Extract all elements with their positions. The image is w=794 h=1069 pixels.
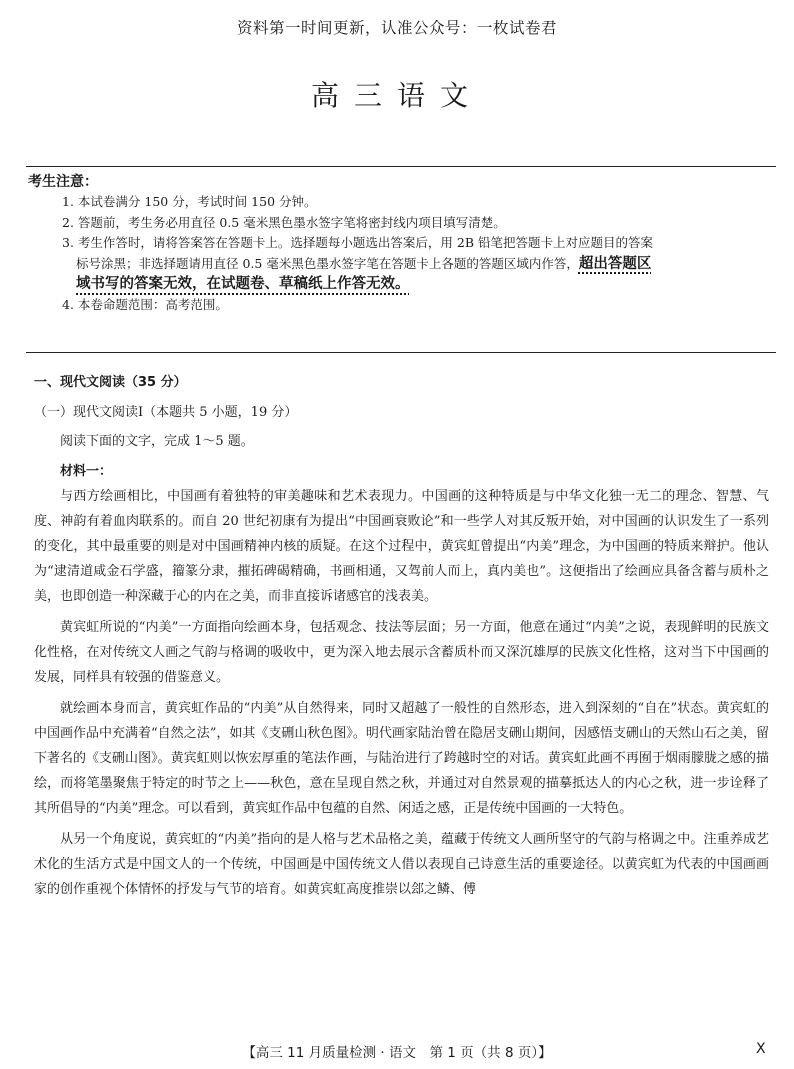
sub-section-heading: （一）现代文阅读Ⅰ（本题共 5 小题，19 分） [34,405,298,420]
section-heading [34,371,187,390]
emphasis-text: 超出答题区 [578,255,652,272]
passage-paragraph: 与西方绘画相比，中国画有着独特的审美趣味和艺术表现力。中国画的这种特质是与中华文化独一无二的理念、智慧、气度、神韵有着血肉联系的。而自 20 世纪初康有为提出“中国画衰败论”和一些学人对其反叛开始，对中国画的认识发生了一系列的变化，其中最重要的则是对中国画精神内核的质疑。在这个过程中，黄宾虹曾提出“内美”理念，为中国画的特质来辩护。他认为“逮清道咸金石学盛，籀篆分隶，摧拓碑碣精确，书画相通，又驾前人而上，真内美也”。这便指出了绘画应具备含蓄与质朴之美，也即创造一种深藏于心的内在之美，而非直接诉诸感官的浅表美。 [34,489,769,604]
notice-heading: 考生注意： [28,174,98,190]
notice-item: 1. 本试卷满分 150 分，考试时间 150 分钟。 [62,194,317,209]
notice-item: 2. 答题前，考生务必用直径 0.5 毫米黑色墨水签字笔将密封线内项目填写清楚。 [62,214,506,230]
footer-mark: X [756,1041,766,1057]
page-footer: 【高三 11 月质量检测 · 语文 第 1 页（共 8 页）】 [242,1045,552,1061]
notice-item-text: 3. 考生作答时，请将答案答在答题卡上。选择题每小题选出答案后，用 2B 铅笔把答题卡上对应题目的答案 [62,235,653,250]
notice-item: 4. 本卷命题范围：高考范围。 [62,296,228,312]
section-heading-text: 一、现代文阅读（35 分） [34,375,187,390]
passage-paragraph: 黄宾虹所说的“内美”一方面指向绘画本身，包括观念、技法等层面；另一方面，他意在通过“内美”之说，表现鲜明的民族文化性格，在对传统文人画之气韵与格调的吸收中，更为深入地去展示含蓄质朴而又深沉雄厚的民族文化性格，这对当下中国画的发展，同样具有较强的借鉴意义。 [34,620,769,685]
notice-list [62,192,774,315]
reading-instruction: 阅读下面的文字，完成 1～5 题。 [60,434,254,449]
page-title: 高三语文 [310,79,483,112]
notice-item-continuation [62,274,774,295]
passage-paragraph: 就绘画本身而言，黄宾虹作品的“内美”从自然得来，同时又超越了一般性的自然形态，进入到深刻的“自在”状态。黄宾虹的中国画作品中充满着“自然之法”，如其《支硎山秋色图》。明代画家陆治曾在隐居支硎山期间，因感悟支硎山的天然山石之美，留下著名的《支硎山图》。黄宾虹则以恢宏厚重的笔法作画，与陆治进行了跨越时空的对话。黄宾虹此画不再囿于烟雨朦胧之感的描绘，而将笔墨聚焦于特定的时节之上——秋色，意在呈现自然之秋，并通过对自然景观的描摹抵达人的内心之秋，进一步诠释了其所倡导的“内美”理念。可以看到，黄宾虹作品中包蕴的自然、闲适之感，正是传统中国画的一大特色。 [34,701,769,816]
reading-passage [34,484,769,908]
passage-paragraph: 从另一个角度说，黄宾虹的“内美”指向的是人格与艺术品格之美，蕴藏于传统文人画所坚守的气韵与格调之中。注重养成艺术化的生活方式是中国文人的一个传统，中国画是中国传统文人借以表现自己诗意生活的重要途径。以黄宾虹为代表的中国画画家的创作重视个体情怀的抒发与气节的培育。如黄宾虹高度推崇以郐之鳞、傅 [34,832,769,897]
notice-box [26,166,776,353]
notice-item-continuation [62,254,774,275]
notice-item-text: 标号涂黑；非选择题请用直径 0.5 毫米黑色墨水签字笔在答题卡上各题的答题区域内作答， [76,255,579,271]
material-label: 材料一： [60,464,113,479]
emphasis-text: 域书写的答案无效，在试题卷、草稿纸上作答无效。 [76,276,410,292]
notice-item [62,233,774,295]
top-banner: 资料第一时间更新，认准公众号：一枚试卷君 [236,19,557,37]
